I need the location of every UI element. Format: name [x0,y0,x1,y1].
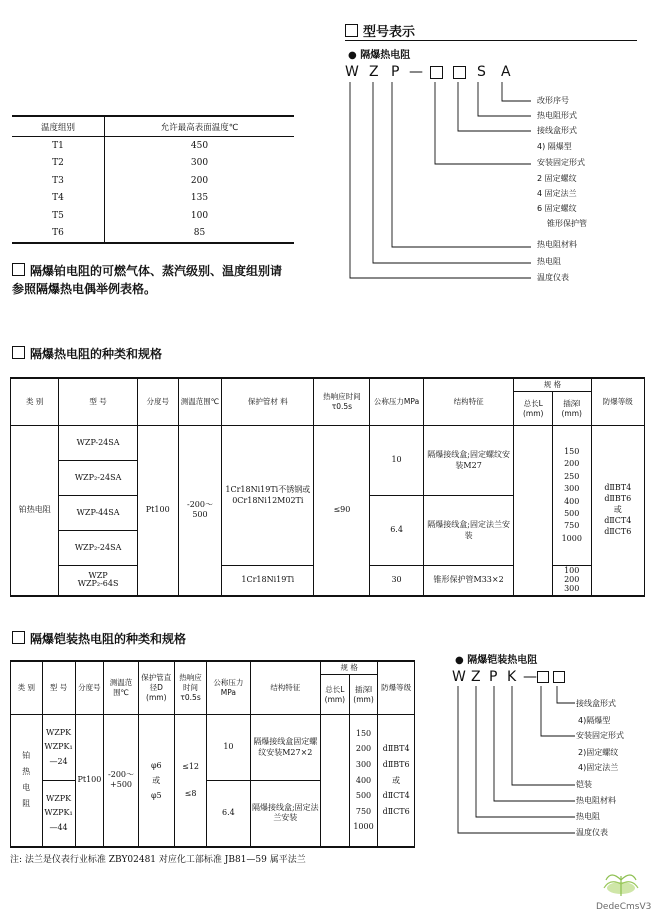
diameter-cell [138,715,174,847]
table-cell: -200～+500 [104,715,138,847]
table-cell: ≤90 [314,426,370,596]
checkbox-icon [345,24,358,37]
table-cell [514,426,553,566]
legend-item: 热电阻材料 [537,240,577,249]
table-header: 允许最高表面温度℃ [105,116,295,137]
value: dⅡBT4 [382,744,410,754]
value: 150 [355,728,372,738]
table-cell: 30 [370,566,423,596]
table-cell: WZP₂-24SA [59,531,137,566]
value: ≤8 [184,789,197,799]
note-line-1: 隔爆铂电阻的可燃气体、蒸汽级别、温度组别请 [12,262,282,280]
watermark-text: DedeCmsV3 [596,902,652,912]
legend-item: 6 固定螺纹 [537,204,577,213]
table-cell: WZPK WZPK₁ —24 [42,715,75,781]
watermark-logo [596,866,652,914]
legend-item: 温度仪表 [576,828,608,837]
rtd-spec-table [10,377,645,597]
table-header: 测温范围℃ [178,378,221,426]
code-char: A [501,64,511,80]
legend-item: 接线盒形式 [537,126,577,135]
header-unit: (mm) [561,408,582,418]
table-cell: T3 [12,172,105,190]
value: 200 [355,744,372,754]
table-header [349,675,378,715]
table-header: 型 号 [42,661,75,715]
table-cell: 隔爆接线盒固定螺纹安装M27×2 [250,715,321,781]
value: 150 [564,447,580,457]
table-cell: 6.4 [370,496,423,566]
legend-item: 安装固定形式 [576,731,624,740]
table-header: 结构特征 [423,378,514,426]
section1-subtitle: ● 隔爆热电阻 [348,50,411,61]
code-box [430,66,443,79]
legend-item: 铠装 [576,780,592,789]
value: φ6 [150,760,162,770]
table-cell: 隔爆接线盒;固定法兰安装 [423,496,514,566]
value: φ5 [150,790,162,800]
code-box [553,671,565,683]
table-header [321,675,350,715]
checkbox-icon [12,263,25,276]
table-header: 类 别 [11,378,59,426]
value: dⅡBT4 [604,483,632,493]
header-text: 热响应时间 [323,391,361,401]
table-cell: 300 [190,158,209,169]
temp-group-table [12,115,294,244]
value: 400 [564,496,580,506]
table-header: 公称压力MPa [370,378,423,426]
legend-item: 4)固定法兰 [578,763,619,772]
code-box [537,671,549,683]
table-cell: 6.4 [207,781,250,847]
divider [345,40,637,41]
armored-spec-table [10,660,415,848]
table-header [174,661,206,715]
leaf-icon [596,866,646,906]
header-text: 热响应时间 [179,672,202,692]
header-text: 总长L [523,398,543,408]
value: 铂 [22,751,31,761]
table-cell: 100 [190,210,209,221]
section2-subtitle: ● 隔爆铠装热电阻 [455,655,538,666]
code-char: Z [471,669,481,685]
table-cell: Pt100 [75,715,104,847]
value: dⅡCT6 [382,806,410,816]
table-cell: T2 [12,155,105,173]
table-cell: T4 [12,190,105,208]
legend-item: 改形序号 [537,96,569,105]
checkbox-icon [12,346,25,359]
insert-length-list [349,715,378,847]
header-text: 插深l [563,398,581,408]
table-cell: WZP₂-24SA [59,461,137,496]
table-cell: WZP WZP₂-64S [59,566,137,596]
value: 热 [22,767,31,777]
value: 200 [564,574,580,584]
code-box [453,66,466,79]
value: dⅡCT6 [604,526,632,536]
table-cell: WZP-24SA [59,426,137,461]
header-unit: (mm) [324,694,346,704]
section1-leader-lines [340,80,540,290]
table-header: 分度号 [137,378,178,426]
footnote: 注: 法兰是仪表行业标准 ZBY02481 对应化工部标准 JB81—59 属平法兰 [10,855,306,865]
table-cell: -200～500 [178,426,221,596]
value: dⅡCT4 [382,791,410,801]
header-text: 总长L [325,684,345,694]
table-cell: 隔爆接线盒;固定螺纹安装M27 [423,426,514,496]
code-char: — [409,64,423,80]
value: 500 [564,509,580,519]
table-cell: WZP-44SA [59,496,137,531]
armored-section-title: 隔爆铠装热电阻的种类和规格 [12,630,186,647]
code-char: — [523,669,537,685]
table-header [514,392,553,426]
header-unit: (mm) [146,693,167,703]
table-cell: 10 [370,426,423,496]
rtd-section-title: 隔爆热电阻的种类和规格 [12,345,162,362]
table-cell: 200 [190,175,209,186]
table-header: 防爆等级 [591,378,645,426]
table-cell: Pt100 [137,426,178,596]
table-header: 公称压力MPa [207,661,250,715]
code-char: K [507,669,517,685]
legend-item: 热电阻材料 [576,796,616,805]
header-unit: (mm) [522,408,544,418]
code-char: W [345,64,359,80]
ex-list [591,426,645,596]
value: 1000 [561,533,582,543]
legend-item: 2 固定螺纹 [537,174,577,183]
value: 300 [355,759,372,769]
value: 500 [355,791,372,801]
table-cell: T6 [12,225,105,244]
header-unit: τ0.5s [180,693,201,703]
checkbox-icon [12,631,25,644]
table-header: 分度号 [75,661,104,715]
table-cell: 85 [105,225,295,244]
note-line-2: 参照隔爆热电偶举例表格。 [12,282,157,296]
insert-length-list [552,566,591,596]
table-header: 结构特征 [250,661,321,715]
code-char: P [391,64,400,80]
legend-item: 热电阻 [537,257,561,266]
table-cell: 450 [190,140,209,151]
legend-item: 锥形保护管 [547,219,587,228]
value: 或 [392,775,401,785]
table-header: 温度组别 [12,116,105,137]
value: dⅡCT4 [604,515,632,525]
value: 400 [355,775,372,785]
value: 1000 [353,822,374,832]
legend-item: 4)隔爆型 [578,716,611,725]
legend-item: 热电阻形式 [537,111,577,120]
value: dⅡBT6 [604,494,632,504]
legend-item: 热电阻 [576,812,600,821]
model-heading: 型号表示 [345,21,415,40]
insert-length-list [552,426,591,566]
table-cell [514,566,553,596]
legend-item: 安装固定形式 [537,158,585,167]
code-char: W [452,669,466,685]
value: 电 [22,783,31,793]
table-header: 型 号 [59,378,137,426]
table-header [314,378,370,426]
value: dⅡBT6 [382,759,410,769]
code-char: Z [369,64,379,80]
table-cell: 锥形保护管M33×2 [423,566,514,596]
table-cell: 1Cr18Ni19Ti不锈钢或0Cr18Ni12M02Ti [222,426,314,566]
header-text: 保护管直径D [141,672,172,692]
table-header [138,661,174,715]
table-cell: WZPK WZPK₁ —44 [42,781,75,847]
response-cell [174,715,206,847]
value: 300 [564,583,580,593]
table-cell: T5 [12,207,105,225]
legend-item: 接线盒形式 [576,699,616,708]
value: 100 [564,566,580,576]
note-paragraph [12,262,282,298]
table-header [552,392,591,426]
header-unit: (mm) [353,694,374,704]
legend-item: 2)固定螺纹 [578,748,619,757]
table-cell: 10 [207,715,250,781]
value: 200 [564,459,580,469]
legend-item: 温度仪表 [537,273,569,282]
value: 阻 [22,799,31,809]
table-cell [321,715,350,847]
table-header: 规 格 [514,378,591,392]
table-header: 防爆等级 [378,661,415,715]
code-char: S [477,64,486,80]
header-text: 插深l [354,684,373,694]
table-cell: 铂热电阻 [11,426,59,596]
value: ≤12 [182,762,199,772]
value: 或 [152,775,161,785]
table-cell: 1Cr18Ni19Ti [222,566,314,596]
value: 或 [613,504,622,514]
table-cell: 135 [190,193,209,204]
value: 300 [564,484,580,494]
category-cell [11,715,43,847]
section2-leader-lines [450,684,580,834]
value: 750 [355,806,372,816]
header-unit: τ0.5s [331,402,353,412]
table-cell: T1 [12,137,105,155]
ex-list [378,715,415,847]
value: 750 [564,521,580,531]
value: 250 [564,471,580,481]
table-header: 规 格 [321,661,378,675]
table-header: 保护管材 料 [222,378,314,426]
table-header: 类 别 [11,661,43,715]
legend-item: 4) 隔爆型 [537,142,572,151]
table-cell: 隔爆接线盒;固定法兰安装 [250,781,321,847]
table-header: 测温范围℃ [104,661,138,715]
code-char: P [489,669,498,685]
legend-item: 4 固定法兰 [537,189,577,198]
